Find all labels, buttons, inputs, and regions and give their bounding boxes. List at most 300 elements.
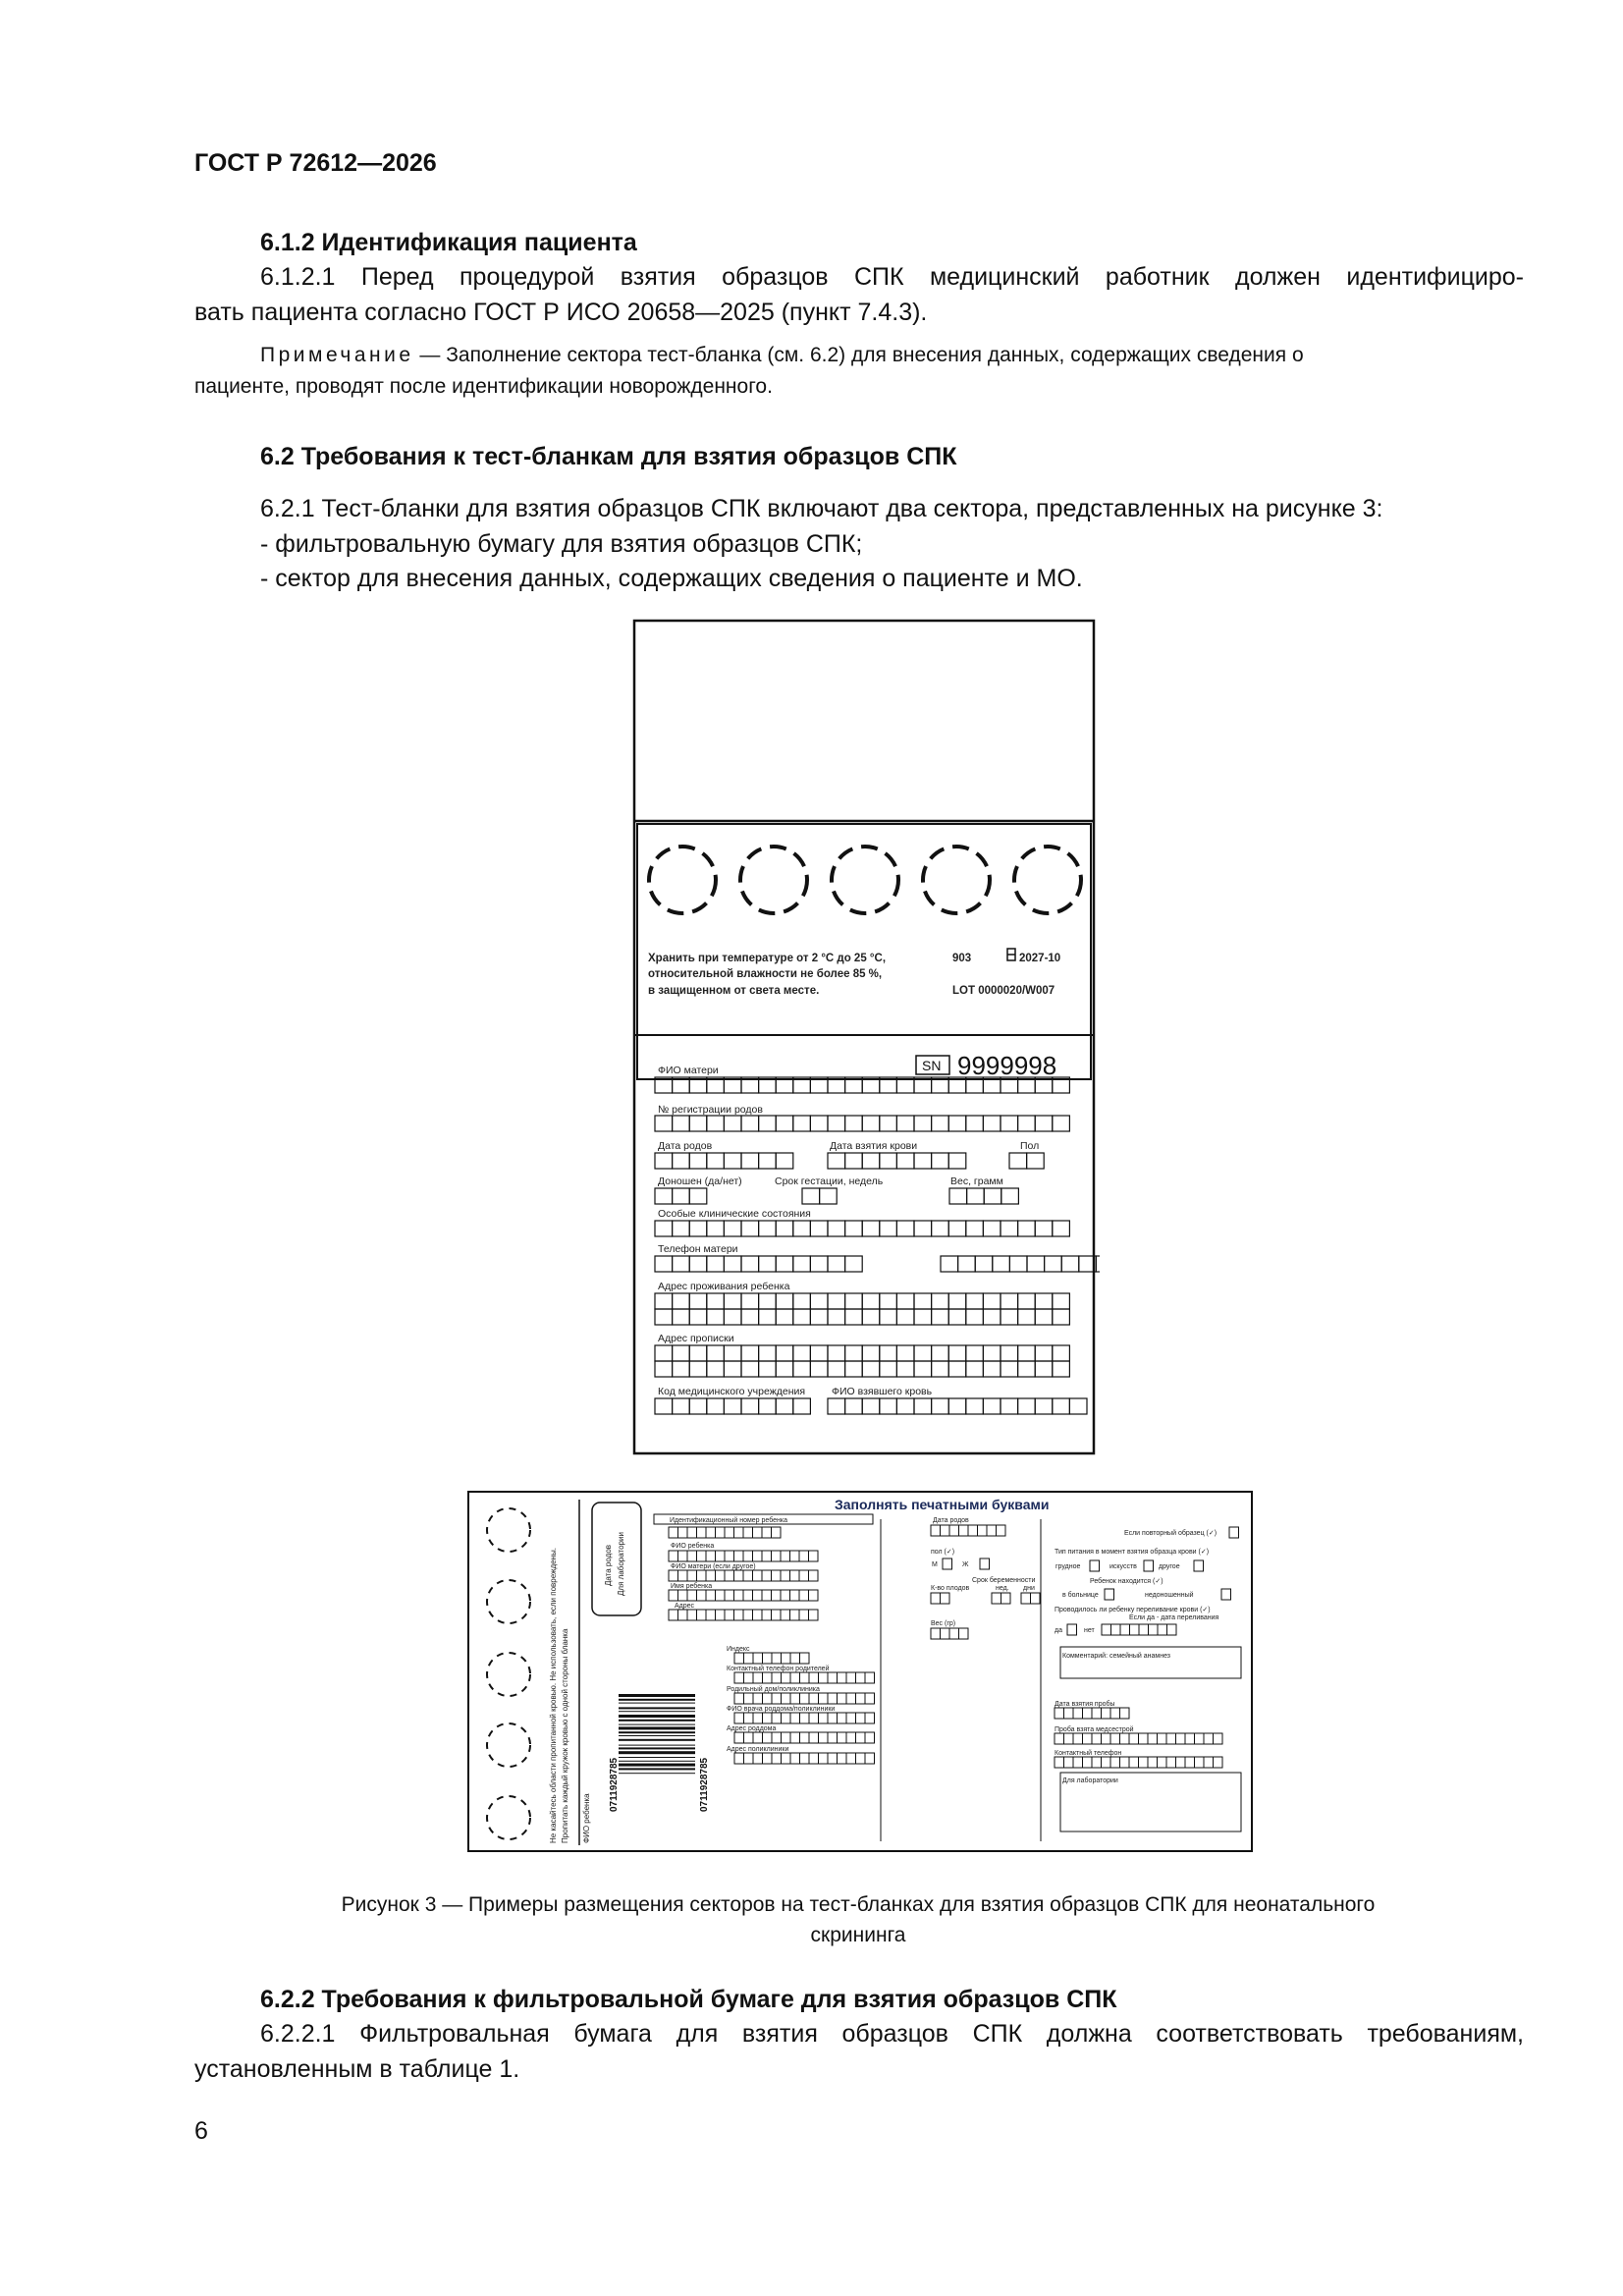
address-cell[interactable] <box>983 1309 1001 1325</box>
address-cell[interactable] <box>914 1293 932 1309</box>
registration-cell[interactable] <box>776 1116 793 1131</box>
address-cell[interactable] <box>741 1309 759 1325</box>
contact-cell[interactable] <box>1120 1757 1130 1768</box>
registration-address-cell[interactable] <box>948 1345 966 1361</box>
weight2-cell[interactable] <box>949 1628 959 1639</box>
registration-cell[interactable] <box>932 1116 949 1131</box>
hospital-cell[interactable] <box>1105 1589 1114 1600</box>
name-cell[interactable] <box>772 1551 782 1561</box>
address-cell[interactable] <box>799 1610 809 1620</box>
nurse-cell[interactable] <box>1139 1733 1149 1744</box>
address-cell[interactable] <box>880 1309 897 1325</box>
registration-cell[interactable] <box>1053 1116 1070 1131</box>
contact-cell[interactable] <box>1185 1757 1195 1768</box>
parents-cell[interactable] <box>734 1713 744 1723</box>
address-cell[interactable] <box>793 1293 811 1309</box>
address-cell[interactable] <box>948 1309 966 1325</box>
premature-cell[interactable] <box>1221 1589 1231 1600</box>
registration-cell[interactable] <box>845 1116 863 1131</box>
parents-cell[interactable] <box>800 1753 810 1764</box>
parents-cell[interactable] <box>763 1732 773 1743</box>
birthdate2-cell[interactable] <box>968 1525 978 1536</box>
plods-cell[interactable] <box>941 1593 950 1604</box>
mo-code-cell[interactable] <box>793 1398 811 1414</box>
nurse-cell[interactable] <box>1110 1733 1120 1744</box>
phone-cell[interactable] <box>810 1256 828 1272</box>
phone-cell[interactable] <box>1009 1256 1027 1272</box>
contact-cell[interactable] <box>1102 1757 1111 1768</box>
address-cell[interactable] <box>734 1610 744 1620</box>
address-cell[interactable] <box>1001 1309 1018 1325</box>
breast-cell[interactable] <box>1090 1560 1100 1571</box>
registration-address-cell[interactable] <box>932 1361 949 1377</box>
parents-cell[interactable] <box>763 1672 773 1683</box>
parents-cell[interactable] <box>819 1713 829 1723</box>
parents-cell[interactable] <box>800 1693 810 1704</box>
registration-address-cell[interactable] <box>896 1361 914 1377</box>
blood-date-cell[interactable] <box>914 1153 932 1169</box>
clinical-cell[interactable] <box>983 1221 1001 1236</box>
idnum-cell[interactable] <box>772 1527 782 1538</box>
name-cell[interactable] <box>781 1570 790 1581</box>
contact-cell[interactable] <box>1204 1757 1214 1768</box>
registration-address-cell[interactable] <box>828 1345 845 1361</box>
name-cell[interactable] <box>716 1570 726 1581</box>
address-cell[interactable] <box>753 1610 763 1620</box>
registration-address-cell[interactable] <box>948 1361 966 1377</box>
name-cell[interactable] <box>697 1590 707 1601</box>
registration-address-cell[interactable] <box>1018 1361 1036 1377</box>
gestation-cell[interactable] <box>820 1188 838 1204</box>
registration-cell[interactable] <box>896 1116 914 1131</box>
taker-cell[interactable] <box>845 1398 863 1414</box>
nurse-cell[interactable] <box>1158 1733 1167 1744</box>
birthdate2-cell[interactable] <box>959 1525 969 1536</box>
registration-cell[interactable] <box>966 1116 984 1131</box>
parents-cell[interactable] <box>809 1732 819 1743</box>
birthdate2-cell[interactable] <box>997 1525 1006 1536</box>
parents-cell[interactable] <box>734 1753 744 1764</box>
registration-address-cell[interactable] <box>673 1361 690 1377</box>
sex-m-cell[interactable] <box>943 1558 952 1569</box>
registration-cell[interactable] <box>1001 1116 1018 1131</box>
registration-address-cell[interactable] <box>759 1361 777 1377</box>
address-cell[interactable] <box>678 1610 688 1620</box>
registration-address-cell[interactable] <box>724 1361 741 1377</box>
name-cell[interactable] <box>799 1590 809 1601</box>
nurse-cell[interactable] <box>1185 1733 1195 1744</box>
address-cell[interactable] <box>1053 1309 1070 1325</box>
parents-cell[interactable] <box>865 1693 875 1704</box>
registration-cell[interactable] <box>793 1116 811 1131</box>
transfusion-date-cell[interactable] <box>1167 1624 1177 1635</box>
registration-address-cell[interactable] <box>741 1361 759 1377</box>
address-cell[interactable] <box>689 1293 707 1309</box>
name-cell[interactable] <box>678 1570 688 1581</box>
blood-date-cell[interactable] <box>845 1153 863 1169</box>
phone-cell[interactable] <box>1061 1256 1079 1272</box>
address-cell[interactable] <box>1018 1309 1036 1325</box>
address-cell[interactable] <box>896 1309 914 1325</box>
address-cell[interactable] <box>810 1309 828 1325</box>
address-cell[interactable] <box>1035 1309 1053 1325</box>
name-cell[interactable] <box>678 1590 688 1601</box>
clinical-cell[interactable] <box>741 1221 759 1236</box>
registration-cell[interactable] <box>673 1116 690 1131</box>
name-cell[interactable] <box>687 1551 697 1561</box>
parents-cell[interactable] <box>809 1672 819 1683</box>
phone-cell[interactable] <box>1045 1256 1062 1272</box>
clinical-cell[interactable] <box>1035 1221 1053 1236</box>
contact-cell[interactable] <box>1083 1757 1093 1768</box>
address-cell[interactable] <box>776 1293 793 1309</box>
parents-cell[interactable] <box>809 1753 819 1764</box>
address-cell[interactable] <box>845 1309 863 1325</box>
name-cell[interactable] <box>706 1570 716 1581</box>
nurse-cell[interactable] <box>1129 1733 1139 1744</box>
parents-cell[interactable] <box>809 1713 819 1723</box>
parents-cell[interactable] <box>790 1672 800 1683</box>
registration-address-cell[interactable] <box>845 1361 863 1377</box>
parents-cell[interactable] <box>838 1713 847 1723</box>
name-cell[interactable] <box>762 1590 772 1601</box>
parents-cell[interactable] <box>865 1672 875 1683</box>
parents-cell[interactable] <box>753 1713 763 1723</box>
name-cell[interactable] <box>809 1551 819 1561</box>
mo-code-cell[interactable] <box>673 1398 690 1414</box>
address-cell[interactable] <box>948 1293 966 1309</box>
idnum-cell[interactable] <box>697 1527 707 1538</box>
contact-cell[interactable] <box>1176 1757 1186 1768</box>
days-cell[interactable] <box>1021 1593 1031 1604</box>
idnum-cell[interactable] <box>734 1527 744 1538</box>
clinical-cell[interactable] <box>689 1221 707 1236</box>
phone-cell[interactable] <box>655 1256 673 1272</box>
transfusion-date-cell[interactable] <box>1120 1624 1130 1635</box>
address-cell[interactable] <box>655 1309 673 1325</box>
phone-cell[interactable] <box>776 1256 793 1272</box>
phone-cell[interactable] <box>828 1256 845 1272</box>
parents-cell[interactable] <box>772 1672 782 1683</box>
sample-date-cell[interactable] <box>1110 1708 1120 1719</box>
parents-cell[interactable] <box>819 1732 829 1743</box>
address-cell[interactable] <box>966 1293 984 1309</box>
parents-cell[interactable] <box>828 1713 838 1723</box>
parents-cell[interactable] <box>772 1753 782 1764</box>
address-cell[interactable] <box>707 1309 725 1325</box>
name-cell[interactable] <box>790 1570 800 1581</box>
address-cell[interactable] <box>1053 1293 1070 1309</box>
phone-cell[interactable] <box>1027 1256 1045 1272</box>
parents-cell[interactable] <box>819 1693 829 1704</box>
contact-cell[interactable] <box>1064 1757 1074 1768</box>
transfusion-date-cell[interactable] <box>1111 1624 1121 1635</box>
registration-address-cell[interactable] <box>707 1345 725 1361</box>
clinical-cell[interactable] <box>1018 1221 1036 1236</box>
term-cell[interactable] <box>689 1188 707 1204</box>
parents-cell[interactable] <box>865 1753 875 1764</box>
address-cell[interactable] <box>828 1309 845 1325</box>
index-cell[interactable] <box>744 1653 754 1664</box>
address-cell[interactable] <box>673 1309 690 1325</box>
birth-date-cell[interactable] <box>655 1153 673 1169</box>
sample-date-cell[interactable] <box>1073 1708 1083 1719</box>
clinical-cell[interactable] <box>914 1221 932 1236</box>
parents-cell[interactable] <box>838 1753 847 1764</box>
parents-cell[interactable] <box>772 1693 782 1704</box>
clinical-cell[interactable] <box>932 1221 949 1236</box>
parents-cell[interactable] <box>828 1672 838 1683</box>
parents-cell[interactable] <box>846 1693 856 1704</box>
gestation-cell[interactable] <box>802 1188 820 1204</box>
registration-address-cell[interactable] <box>1035 1345 1053 1361</box>
registration-address-cell[interactable] <box>1053 1361 1070 1377</box>
idnum-cell[interactable] <box>743 1527 753 1538</box>
plods-cell[interactable] <box>931 1593 941 1604</box>
address-cell[interactable] <box>1001 1293 1018 1309</box>
phone-cell[interactable] <box>673 1256 690 1272</box>
weight-cell[interactable] <box>984 1188 1001 1204</box>
parents-cell[interactable] <box>753 1693 763 1704</box>
taker-cell[interactable] <box>948 1398 966 1414</box>
birthdate2-cell[interactable] <box>931 1525 941 1536</box>
name-cell[interactable] <box>734 1551 744 1561</box>
phone-cell[interactable] <box>958 1256 976 1272</box>
contact-cell[interactable] <box>1158 1757 1167 1768</box>
clinical-cell[interactable] <box>707 1221 725 1236</box>
address-cell[interactable] <box>1018 1293 1036 1309</box>
registration-cell[interactable] <box>707 1116 725 1131</box>
parents-cell[interactable] <box>819 1753 829 1764</box>
name-cell[interactable] <box>790 1590 800 1601</box>
parents-cell[interactable] <box>782 1713 791 1723</box>
nurse-cell[interactable] <box>1083 1733 1093 1744</box>
registration-address-cell[interactable] <box>793 1345 811 1361</box>
registration-address-cell[interactable] <box>966 1361 984 1377</box>
address-cell[interactable] <box>781 1610 790 1620</box>
parents-cell[interactable] <box>772 1713 782 1723</box>
parents-cell[interactable] <box>744 1713 754 1723</box>
registration-address-cell[interactable] <box>862 1361 880 1377</box>
phone-cell[interactable] <box>689 1256 707 1272</box>
sample-date-cell[interactable] <box>1055 1708 1064 1719</box>
taker-cell[interactable] <box>914 1398 932 1414</box>
registration-address-cell[interactable] <box>932 1345 949 1361</box>
weight-cell[interactable] <box>967 1188 985 1204</box>
address-cell[interactable] <box>862 1293 880 1309</box>
birth-date-cell[interactable] <box>689 1153 707 1169</box>
name-cell[interactable] <box>725 1590 734 1601</box>
taker-cell[interactable] <box>1001 1398 1018 1414</box>
idnum-cell[interactable] <box>669 1527 678 1538</box>
name-cell[interactable] <box>734 1570 744 1581</box>
parents-cell[interactable] <box>856 1753 866 1764</box>
address-cell[interactable] <box>706 1610 716 1620</box>
registration-address-cell[interactable] <box>896 1345 914 1361</box>
weight-cell[interactable] <box>1001 1188 1019 1204</box>
name-cell[interactable] <box>706 1590 716 1601</box>
phone-cell[interactable] <box>1096 1256 1100 1272</box>
parents-cell[interactable] <box>838 1732 847 1743</box>
clinical-cell[interactable] <box>828 1221 845 1236</box>
address-cell[interactable] <box>759 1293 777 1309</box>
birth-date-cell[interactable] <box>707 1153 725 1169</box>
parents-cell[interactable] <box>856 1672 866 1683</box>
registration-address-cell[interactable] <box>1001 1361 1018 1377</box>
address-cell[interactable] <box>793 1309 811 1325</box>
address-cell[interactable] <box>983 1293 1001 1309</box>
registration-address-cell[interactable] <box>845 1345 863 1361</box>
address-cell[interactable] <box>743 1610 753 1620</box>
name-cell[interactable] <box>753 1570 763 1581</box>
parents-cell[interactable] <box>782 1693 791 1704</box>
index-cell[interactable] <box>782 1653 791 1664</box>
other-cell[interactable] <box>1194 1560 1204 1571</box>
address-cell[interactable] <box>932 1309 949 1325</box>
parents-cell[interactable] <box>782 1732 791 1743</box>
parents-cell[interactable] <box>856 1713 866 1723</box>
name-cell[interactable] <box>743 1551 753 1561</box>
taker-cell[interactable] <box>983 1398 1001 1414</box>
name-cell[interactable] <box>716 1590 726 1601</box>
registration-address-cell[interactable] <box>862 1345 880 1361</box>
registration-address-cell[interactable] <box>759 1345 777 1361</box>
address-cell[interactable] <box>809 1610 819 1620</box>
parents-cell[interactable] <box>772 1732 782 1743</box>
address-cell[interactable] <box>687 1610 697 1620</box>
transfusion-date-cell[interactable] <box>1102 1624 1111 1635</box>
parents-cell[interactable] <box>734 1693 744 1704</box>
birth-date-cell[interactable] <box>759 1153 777 1169</box>
clinical-cell[interactable] <box>880 1221 897 1236</box>
name-cell[interactable] <box>762 1551 772 1561</box>
name-cell[interactable] <box>743 1570 753 1581</box>
registration-address-cell[interactable] <box>776 1361 793 1377</box>
sample-date-cell[interactable] <box>1120 1708 1130 1719</box>
registration-address-cell[interactable] <box>880 1345 897 1361</box>
parents-cell[interactable] <box>856 1732 866 1743</box>
parents-cell[interactable] <box>782 1753 791 1764</box>
index-cell[interactable] <box>800 1653 810 1664</box>
registration-address-cell[interactable] <box>810 1361 828 1377</box>
blood-date-cell[interactable] <box>948 1153 966 1169</box>
parents-cell[interactable] <box>763 1693 773 1704</box>
parents-cell[interactable] <box>790 1732 800 1743</box>
index-cell[interactable] <box>753 1653 763 1664</box>
clinical-cell[interactable] <box>793 1221 811 1236</box>
registration-address-cell[interactable] <box>655 1345 673 1361</box>
name-cell[interactable] <box>809 1590 819 1601</box>
registration-cell[interactable] <box>1035 1116 1053 1131</box>
taker-cell[interactable] <box>828 1398 845 1414</box>
clinical-cell[interactable] <box>966 1221 984 1236</box>
parents-cell[interactable] <box>856 1693 866 1704</box>
registration-address-cell[interactable] <box>1035 1361 1053 1377</box>
term-cell[interactable] <box>673 1188 690 1204</box>
registration-address-cell[interactable] <box>1053 1345 1070 1361</box>
registration-cell[interactable] <box>689 1116 707 1131</box>
mo-code-cell[interactable] <box>689 1398 707 1414</box>
nurse-cell[interactable] <box>1214 1733 1223 1744</box>
registration-address-cell[interactable] <box>793 1361 811 1377</box>
phone-cell[interactable] <box>707 1256 725 1272</box>
name-cell[interactable] <box>697 1570 707 1581</box>
yes-cell[interactable] <box>1067 1624 1077 1635</box>
clinical-cell[interactable] <box>845 1221 863 1236</box>
phone-cell[interactable] <box>759 1256 777 1272</box>
sample-date-cell[interactable] <box>1092 1708 1102 1719</box>
taker-cell[interactable] <box>880 1398 897 1414</box>
nurse-cell[interactable] <box>1195 1733 1205 1744</box>
parents-cell[interactable] <box>838 1672 847 1683</box>
phone-cell[interactable] <box>845 1256 863 1272</box>
clinical-cell[interactable] <box>776 1221 793 1236</box>
address-cell[interactable] <box>759 1309 777 1325</box>
parents-cell[interactable] <box>790 1713 800 1723</box>
contact-cell[interactable] <box>1110 1757 1120 1768</box>
parents-cell[interactable] <box>828 1753 838 1764</box>
nurse-cell[interactable] <box>1092 1733 1102 1744</box>
parents-cell[interactable] <box>865 1713 875 1723</box>
registration-cell[interactable] <box>983 1116 1001 1131</box>
blood-date-cell[interactable] <box>896 1153 914 1169</box>
parents-cell[interactable] <box>838 1693 847 1704</box>
name-cell[interactable] <box>725 1570 734 1581</box>
registration-address-cell[interactable] <box>655 1361 673 1377</box>
taker-cell[interactable] <box>1053 1398 1070 1414</box>
address-cell[interactable] <box>966 1309 984 1325</box>
registration-address-cell[interactable] <box>689 1361 707 1377</box>
address-cell[interactable] <box>1035 1293 1053 1309</box>
mo-code-cell[interactable] <box>707 1398 725 1414</box>
weeks-cell[interactable] <box>992 1593 1001 1604</box>
parents-cell[interactable] <box>734 1672 744 1683</box>
mo-code-cell[interactable] <box>741 1398 759 1414</box>
idnum-cell[interactable] <box>762 1527 772 1538</box>
blood-date-cell[interactable] <box>862 1153 880 1169</box>
comment-box[interactable] <box>1060 1647 1241 1678</box>
address-cell[interactable] <box>669 1610 678 1620</box>
nurse-cell[interactable] <box>1204 1733 1214 1744</box>
parents-cell[interactable] <box>744 1753 754 1764</box>
index-cell[interactable] <box>790 1653 800 1664</box>
idnum-cell[interactable] <box>753 1527 763 1538</box>
registration-address-cell[interactable] <box>880 1361 897 1377</box>
registration-cell[interactable] <box>655 1116 673 1131</box>
registration-address-cell[interactable] <box>741 1345 759 1361</box>
address-cell[interactable] <box>790 1610 800 1620</box>
name-cell[interactable] <box>753 1590 763 1601</box>
sample-date-cell[interactable] <box>1102 1708 1111 1719</box>
transfusion-date-cell[interactable] <box>1149 1624 1159 1635</box>
address-cell[interactable] <box>673 1293 690 1309</box>
name-cell[interactable] <box>687 1570 697 1581</box>
address-cell[interactable] <box>724 1309 741 1325</box>
taker-cell[interactable] <box>932 1398 949 1414</box>
address-cell[interactable] <box>689 1309 707 1325</box>
parents-cell[interactable] <box>846 1713 856 1723</box>
phone-cell[interactable] <box>724 1256 741 1272</box>
mo-code-cell[interactable] <box>655 1398 673 1414</box>
taker-cell[interactable] <box>1069 1398 1087 1414</box>
repeat-cell[interactable] <box>1229 1527 1239 1538</box>
registration-address-cell[interactable] <box>689 1345 707 1361</box>
contact-cell[interactable] <box>1129 1757 1139 1768</box>
name-cell[interactable] <box>772 1590 782 1601</box>
contact-cell[interactable] <box>1195 1757 1205 1768</box>
parents-cell[interactable] <box>753 1672 763 1683</box>
contact-cell[interactable] <box>1139 1757 1149 1768</box>
